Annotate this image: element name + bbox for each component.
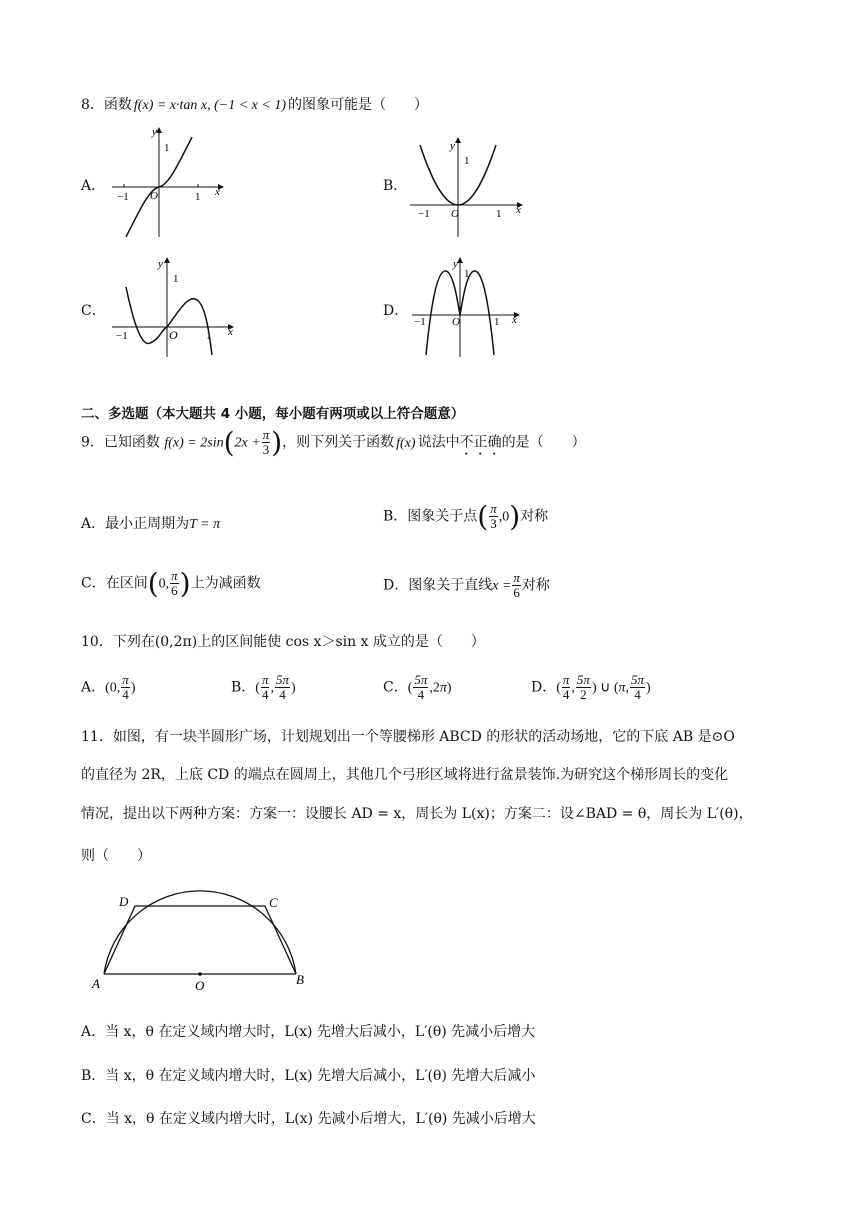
q8-option-a-label: A． [81,178,106,194]
q9-formula-lhs: f(x) = 2sin [164,435,224,451]
q10-stem: 10．下列在(0,2π)上的区间能使 cos x＞sin x 成立的是（ ） [81,634,485,650]
q10-option-d: D．( $\frac{\pi}{4}$ , $\frac{5\pi}{2}$ ) ∪ (π, $\frac{5\pi}{4}$ ) [531,672,651,702]
q8-b-neg1: −1 [418,208,430,220]
q8-option-c-label: C． [81,303,106,319]
q8-d-ytick: 1 [464,268,470,280]
q11-line2: 的直径为 2R，上底 CD 的端点在圆周上，其他几个弓形区域将进行盆景装饰.为研究这个梯形周长的变化 [81,767,729,783]
q8-graph-d [408,255,528,360]
q10-option-a: A．(0, $\frac{\pi}{4}$ ) [81,672,136,702]
q8-c-origin: O [169,328,178,342]
q9-option-d: D．图象关于直线x = $\frac{\pi}{6}$ 对称 [383,570,550,600]
q8-d-pos1: 1 [494,316,500,328]
q8-a-x-label: x [215,186,220,198]
q8-graph-b [408,135,528,240]
q8-option-d-label: D． [383,303,409,319]
q9-option-c: C．在区间(0, $\frac{\pi}{6}$ )上为减函数 [81,567,261,600]
q11-option-a: A．当 x，θ 在定义域内增大时，L(x) 先增大后减小，L′(θ) 先减小后增大 [81,1024,536,1040]
q8-b-x-label: x [516,204,521,216]
q8-d-neg1: −1 [414,316,426,328]
q8-b-origin: O [451,208,459,220]
q11-line3: 情况，提出以下两种方案：方案一：设腰长 AD = x，周长为 L(x)；方案二：设∠BAD = θ，周长为 L′(θ)， [81,806,753,822]
q8-b-pos1: 1 [496,208,502,220]
q8-graph-a [112,125,227,240]
q10-option-c: C．( $\frac{5\pi}{4}$ ,2π) [383,672,452,702]
q8-c-y-label: y [158,258,163,270]
q11-line1: 11．如图，有一块半圆形广场，计划规划出一个等腰梯形 ABCD 的形状的活动场地，它的下底 AB 是⊙O [81,729,735,745]
q8-c-curve [126,287,212,355]
q9-option-a: A．最小正周期为T = π [81,516,221,532]
q11-line4: 则（ ） [81,848,151,864]
q8-c-ytick: 1 [173,273,179,285]
q8-a-ytick: 1 [164,142,170,154]
q9-option-b: B．图象关于点( $\frac{\pi}{3}$ ,0)对称 [383,500,549,533]
q11-label-a: A [92,976,100,991]
q11-figure [88,870,318,1000]
q8-a-origin: O [150,190,158,202]
q8-a-pos1: 1 [195,191,201,203]
q8-b-ytick: 1 [464,155,470,167]
q8-d-y-label: y [453,258,458,270]
q8-stem: 8．函数 f(x) = x·tan x, (−1 < x < 1) 的图象可能是（ ） [81,97,428,113]
q8-d-x-label: x [512,314,517,326]
q11-label-o: O [195,978,205,993]
q11-trapezoid [104,906,296,974]
q8-b-y-label: y [450,140,455,152]
q11-label-c: C [269,895,278,910]
q8-c-neg1: −1 [116,330,128,342]
q10-option-b: B．( $\frac{\pi}{4}$ , $\frac{5\pi}{4}$ ) [231,672,296,702]
q11-semicircle [104,891,296,974]
q8-option-b-label: B． [383,178,408,194]
section-heading-multi-choice: 二、多选题（本大题共 4 小题，每小题有两项或以上符合题意） [81,406,465,422]
q11-center-dot [198,972,202,976]
q8-d-origin: O [452,316,460,328]
q8-a-y-label: y [152,126,157,138]
q8-c-pos1: 1 [206,330,212,342]
q11-option-b: B．当 x，θ 在定义域内增大时，L(x) 先增大后减小，L′(θ) 先增大后减小 [81,1068,536,1084]
q9-stem: 9．已知函数 f(x) = 2sin(2x + $\frac{\pi}{3}$ )，则下列关于函数 f(x) 说法中不正确的是（ ） [81,426,586,459]
q9-frac-pi-3: $\frac{\pi}{3}$ [262,427,270,457]
q11-label-b: B [296,972,304,987]
q11-option-c: C．当 x，θ 在定义域内增大时，L(x) 先减小后增大，L′(θ) 先减小后增大 [81,1111,536,1127]
q9-emphasis: 不正确 [459,434,502,451]
q8-c-x-label: x [228,326,233,338]
q11-label-d: D [119,894,129,909]
q8-formula: f(x) = x·tan x, (−1 < x < 1) [133,98,286,113]
q8-graph-c [112,255,242,360]
q8-a-neg1: −1 [117,191,129,203]
